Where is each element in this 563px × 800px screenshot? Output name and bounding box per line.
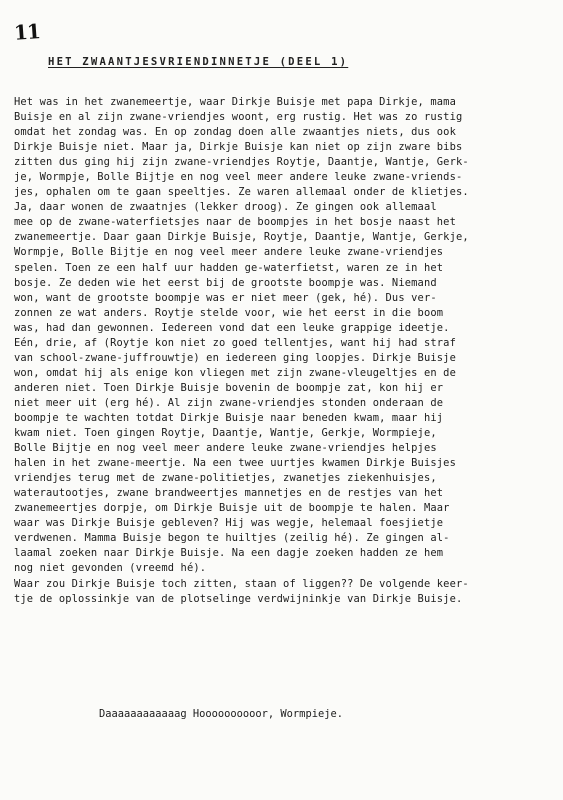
text-line: Het was in het zwanemeertje, waar Dirkje Buisje met papa Dirkje, mama (14, 96, 456, 108)
text-line: Bolle Bijtje en nog veel meer andere leuke zwane-vriendjes helpjes (14, 442, 437, 455)
text-line: laamal zoeken naar Dirkje Buisje. Na een dagje zoeken hadden ze hem (14, 547, 444, 560)
text-line: kwam niet. Toen gingen Roytje, Daantje, Wantje, Gerkje, Wormpieje, (14, 427, 437, 440)
text-line: mee op de zwane-waterfietsjes naar de boompjes in het bosje naast het (14, 216, 456, 229)
text-line: zitten dus ging hij zijn zwane-vriendjes Roytje, Daantje, Wantje, Gerk- (14, 156, 469, 169)
text-line: omdat het zondag was. En op zondag doen alle zwaantjes niets, dus ook (14, 126, 456, 139)
text-line: bosje. Ze deden wie het eerst bij de grootste boompje was. Niemand (14, 276, 437, 289)
text-line: Eén, drie, af (Roytje kon niet zo goed tellentjes, want hij had straf (14, 336, 456, 349)
text-line: boompje te wachten totdat Dirkje Buisje naar beneden kwam, maar hij (14, 411, 444, 424)
text-line: halen in het zwane-meertje. Na een twee uurtjes kwamen Dirkje Buisjes (14, 457, 456, 470)
text-line: jes, ophalen om te gaan speeltjes. Ze waren allemaal onder de klietjes. (14, 186, 469, 199)
text-line: Dirkje Buisje niet. Maar ja, Dirkje Buisje kan niet op zijn zware bibs (14, 141, 463, 154)
text-line: won, want de grootste boompje was er niet meer (gek, hé). Dus ver- (14, 291, 437, 304)
text-line: verdwenen. Mamma Buisje begon te huiltjes (zeilig hé). Ze gingen al- (14, 532, 450, 545)
signature-line: Daaaaaaaaaaaag Hoooooooooor, Wormpieje. (99, 708, 343, 720)
text-line: waar was Dirkje Buisje gebleven? Hij was wegje, helemaal foesjietje (14, 517, 444, 530)
text-line: vriendjes terug met de zwane-politietjes, zwanetjes ziekenhuisjes, (14, 472, 437, 485)
text-line: je, Wormpje, Bolle Bijtje en nog veel meer andere leuke zwane-vriends- (14, 171, 463, 184)
text-line: zwanemeertje. Daar gaan Dirkje Buisje, Roytje, Daantje, Wantje, Gerkje, (14, 231, 469, 244)
text-line: waterautootjes, zwane brandweertjes mannetjes en de restjes van het (14, 487, 444, 500)
page-number: 11 (13, 19, 41, 45)
text-line: anderen niet. Toen Dirkje Buisje bovenin de boompje zat, kon hij er (14, 381, 444, 394)
text-line: Ja, daar wonen de zwaatnjes (lekker droog). Ze gingen ook allemaal (14, 201, 437, 214)
text-line: spelen. Toen ze een half uur hadden ge-waterfietst, waren ze in het (14, 261, 444, 274)
text-line: niet meer uit (erg hé). Al zijn zwane-vriendjes stonden onderaan de (14, 396, 444, 409)
text-line: was, had dan gewonnen. Iedereen vond dat een leuke grappige ideetje. (14, 321, 450, 334)
text-line: Waar zou Dirkje Buisje toch zitten, staan of liggen?? De volgende keer- (14, 577, 469, 590)
text-line: Wormpje, Bolle Bijtje en nog veel meer andere leuke zwane-vriendjes (14, 246, 444, 259)
text-line: zonnen ze wat anders. Roytje stelde voor, wie het eerst in die boom (14, 306, 444, 319)
text-line: zwanemeertjes dorpje, om Dirkje Buisje uit de boompje te halen. Maar (14, 502, 450, 515)
text-line: won, omdat hij als enige kon vliegen met zijn zwane-vleugeltjes en de (14, 366, 456, 379)
text-line: nog niet gevonden (vreemd hé). (14, 562, 207, 575)
text-line: van school-zwane-juffrouwtje) en iedereen ging loopjes. Dirkje Buisje (14, 351, 456, 364)
text-line: Buisje en al zijn zwane-vriendjes woont, erg rustig. Het was zo rustig (14, 111, 463, 124)
text-line: tje de oplossinkje van de plotselinge verdwijninkje van Dirkje Buisje. (14, 592, 463, 605)
story-body (14, 95, 554, 607)
document-title: HET ZWAANTJESVRIENDINNETJE (DEEL 1) (48, 56, 349, 68)
